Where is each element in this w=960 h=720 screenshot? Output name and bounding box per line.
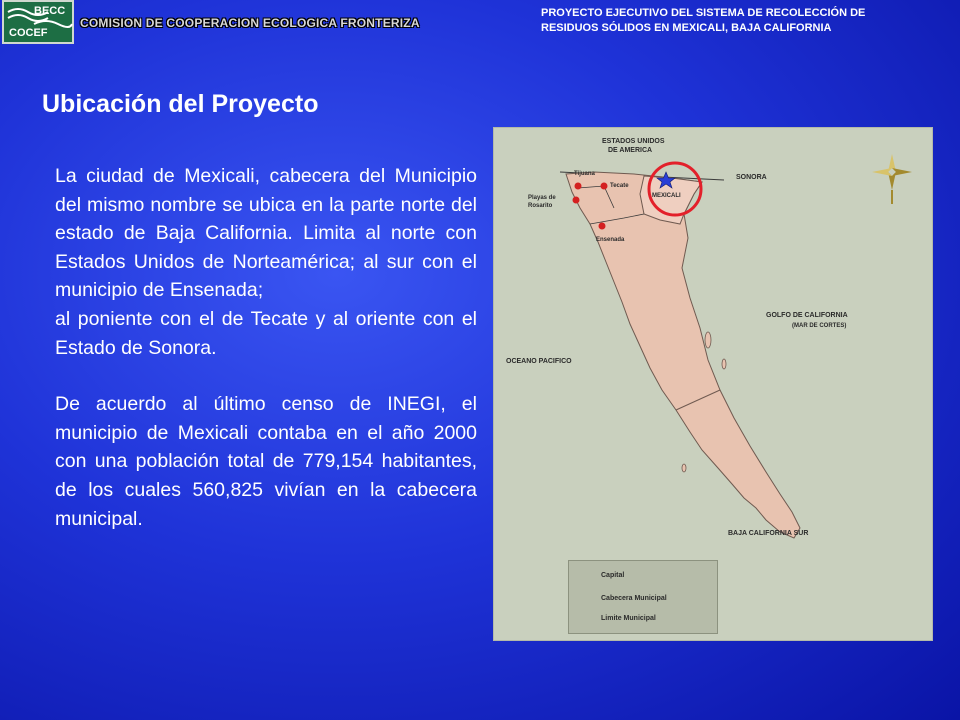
legend-cabecera: Cabecera Municipal — [601, 595, 667, 602]
map-legend — [568, 560, 718, 634]
city-dot-icon-tecate — [601, 183, 608, 190]
label-mexicali: MEXICALI — [652, 193, 681, 199]
city-dot-icon-ensenada — [599, 223, 606, 230]
island-shape-3 — [682, 464, 686, 472]
label-golfo-1: GOLFO DE CALIFORNIA — [766, 312, 848, 319]
label-playas-2: Rosarito — [528, 203, 553, 209]
compass-rose-icon — [872, 154, 912, 204]
project-title-line2: RESIDUOS SÓLIDOS EN MEXICALI, BAJA CALIFORNIA — [541, 22, 832, 34]
label-tijuana: Tijuana — [574, 171, 595, 177]
project-title-line1: PROYECTO EJECUTIVO DEL SISTEMA DE RECOLECCIÓN DE — [541, 7, 866, 19]
label-ensenada: Ensenada — [596, 237, 625, 243]
project-title — [541, 6, 951, 36]
page-title: Ubicación del Proyecto — [42, 90, 319, 118]
becc-cocef-logo — [2, 0, 74, 44]
island-shape-2 — [722, 359, 726, 369]
organization-name: COMISION DE COOPERACION ECOLOGICA FRONTERIZA — [80, 16, 420, 30]
island-shape — [705, 332, 711, 348]
city-dot-icon-tijuana — [575, 183, 582, 190]
logo-becc-text: BECC — [34, 5, 66, 17]
label-playas-1: Playas de — [528, 195, 556, 201]
label-usa-1: ESTADOS UNIDOS — [602, 138, 665, 145]
paragraph-location: La ciudad de Mexicali, cabecera del Municipio del mismo nombre se ubica en la parte norte del estado de Baja California. Limita al norte con Estados Unidos de Norteamérica; al sur con el municipio de Ensenada; — [55, 165, 477, 302]
city-dot-icon-rosarito — [573, 197, 580, 204]
label-bcs: BAJA CALIFORNIA SUR — [728, 530, 809, 537]
label-tecate: Tecate — [610, 183, 629, 189]
location-map — [493, 127, 933, 641]
label-oceano: OCEANO PACIFICO — [506, 358, 572, 365]
legend-limite: Limite Municipal — [601, 615, 656, 622]
legend-capital: Capital — [601, 572, 625, 579]
paragraph-population: De acuerdo al último censo de INEGI, el municipio de Mexicali contaba en el año 2000 con una población total de 779,154 habitantes, de los cuales 560,825 vivían en la cabecera municipal. — [55, 393, 477, 530]
label-sonora: SONORA — [736, 174, 767, 181]
label-golfo-2: (MAR DE CORTES) — [792, 323, 847, 329]
paragraph-boundaries: al poniente con el de Tecate y al oriente con el Estado de Sonora. — [55, 307, 477, 359]
logo-cocef-text: COCEF — [9, 27, 48, 39]
label-usa-2: DE AMERICA — [608, 147, 653, 154]
body-text — [55, 162, 477, 533]
